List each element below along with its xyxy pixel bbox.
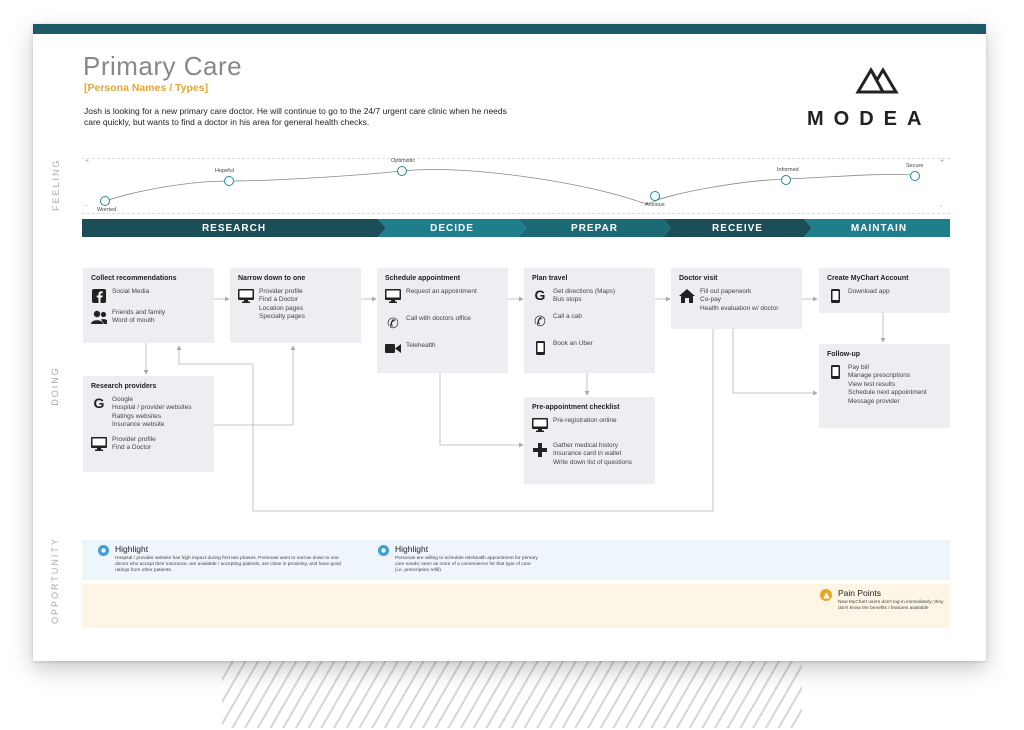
row-label-opportunity: OPPORTUNITY	[50, 537, 60, 624]
list-item	[91, 288, 206, 303]
feeling-point-informed	[781, 175, 791, 185]
item-line: Manage prescriptions	[848, 372, 911, 380]
list-item	[679, 288, 794, 313]
item-line: Google	[112, 396, 133, 403]
item-text: Book an Uber	[553, 339, 593, 347]
feeling-point-secure	[910, 171, 920, 181]
feeling-point-optimistic	[397, 166, 407, 176]
card-title: Pre-appointment checklist	[532, 404, 620, 411]
item-text: Pre-registration online	[553, 417, 617, 424]
top-accent-bar	[33, 24, 986, 34]
item-text: Call with doctors office	[406, 315, 471, 322]
card-title: Narrow down to one	[238, 275, 306, 282]
list-item	[385, 315, 500, 330]
feeling-label-hopeful: Hopeful	[215, 168, 234, 174]
list-item	[532, 442, 647, 467]
item-text	[112, 436, 156, 453]
modea-logo-icon	[855, 64, 899, 94]
item-line: Pay bill	[848, 364, 869, 371]
card-title: Research providers	[91, 383, 157, 390]
row-label-doing: DOING	[50, 366, 60, 406]
item-line: Find a Doctor	[259, 296, 299, 304]
feeling-label-optimistic: Optimistic	[391, 158, 416, 164]
highlight-1	[98, 544, 348, 575]
phase-receive: RECEIVE	[712, 222, 763, 234]
phase-decide: DECIDE	[430, 222, 474, 234]
card-title: Follow-up	[827, 351, 861, 358]
feeling-label-anxious: Anxious	[645, 202, 665, 208]
phase-research: RESEARCH	[201, 222, 267, 234]
mobile-icon	[536, 341, 545, 355]
people-icon	[91, 310, 107, 324]
feeling-label-secure: Secure	[906, 163, 924, 169]
highlight-title: Highlight	[115, 544, 149, 554]
decorative-stripes	[222, 660, 802, 728]
feeling-plus-left: +	[85, 158, 90, 165]
item-line: Co-pay	[700, 296, 721, 304]
list-item	[91, 309, 206, 326]
item-line: Bus stops	[553, 296, 582, 304]
opportunity-pain-points-row	[82, 584, 950, 628]
item-line: Insurance card in wallet	[553, 450, 622, 458]
item-line: Location pages	[259, 304, 304, 312]
item-line: Gather medical history	[553, 442, 619, 449]
pain-point	[820, 588, 948, 612]
highlight-text: Personas are willing to schedule telehealth appointment for primary care needs; seen as more of a convenience for that type of care (i.e. prescription refill).	[395, 556, 538, 574]
journey-map-sheet	[33, 24, 986, 661]
page-title: Primary Care	[83, 51, 243, 81]
feeling-curve	[105, 170, 915, 204]
list-item	[385, 288, 500, 303]
item-line: Fill out paperwork	[700, 288, 752, 295]
item-text	[553, 442, 632, 467]
monitor-icon	[385, 289, 401, 303]
card-title: Schedule appointment	[385, 275, 461, 282]
lightbulb-icon	[98, 545, 109, 556]
warning-icon	[820, 589, 832, 601]
card-schedule-appointment	[377, 268, 508, 373]
list-item	[827, 288, 942, 303]
item-line: Provider profile	[259, 288, 303, 295]
item-line: View test results	[848, 380, 896, 388]
monitor-icon	[238, 289, 254, 303]
item-text: Call a cab	[553, 312, 582, 320]
item-line: Hospital / provider websites	[112, 404, 192, 412]
card-plan-travel	[524, 268, 655, 373]
logo-text: MODEA	[807, 108, 932, 130]
card-create-mychart	[819, 268, 950, 313]
item-text: Request an appointment	[406, 288, 477, 295]
list-item	[238, 288, 353, 322]
item-text	[700, 288, 778, 313]
mobile-icon	[831, 365, 840, 379]
persona-subtitle: [Persona Names / Types]	[84, 82, 209, 94]
feeling-chart	[82, 158, 950, 214]
list-item	[532, 313, 647, 328]
item-line: Specialty pages	[259, 313, 305, 321]
card-title: Collect recommendations	[91, 275, 177, 282]
feeling-point-hopeful	[224, 176, 234, 186]
home-icon	[679, 289, 695, 303]
card-narrow-down	[230, 268, 361, 343]
card-pre-appointment-checklist	[524, 397, 655, 484]
video-icon	[385, 343, 401, 354]
item-line: Message provider	[848, 397, 900, 405]
card-research-providers	[83, 376, 214, 472]
list-item	[385, 342, 500, 354]
card-doctor-visit	[671, 268, 802, 329]
item-text	[848, 364, 927, 406]
item-text	[553, 288, 615, 305]
card-follow-up	[819, 344, 950, 428]
card-title: Doctor visit	[679, 275, 718, 282]
card-title: Create MyChart Account	[827, 275, 909, 282]
list-item	[91, 436, 206, 453]
list-item	[91, 396, 206, 430]
phone-icon: ✆	[387, 315, 399, 331]
feeling-point-anxious	[650, 191, 660, 201]
highlight-text: Hospital / provider website has high impact during first two phases. Personas want to narrow down to one doctor who accept their insurance, are available / accepting patients, are close in proximity, and have good ratings from other patients.	[115, 556, 342, 574]
item-text: Telehealth	[406, 342, 436, 349]
monitor-icon	[91, 437, 107, 451]
phase-prepare: PREPAR	[571, 222, 618, 234]
list-item	[532, 340, 647, 355]
feeling-label-informed: Informed	[777, 167, 799, 173]
monitor-icon	[532, 418, 548, 432]
item-line: Get directions (Maps)	[553, 288, 616, 295]
card-collect-recommendations	[83, 268, 214, 343]
item-text	[112, 396, 191, 430]
persona-description: Josh is looking for a new primary care doctor. He will continue to go to the 24/7 urgent care clinic when he needs care quickly, but wants to find a doctor in his area for general health checks.	[84, 106, 507, 128]
feeling-point-worried	[100, 196, 110, 206]
highlight-2	[378, 544, 538, 575]
card-title: Plan travel	[532, 275, 568, 282]
highlight-title: Highlight	[395, 544, 429, 554]
feeling-minus-right: -	[940, 203, 943, 210]
list-item	[827, 364, 942, 406]
facebook-icon	[92, 289, 106, 303]
mobile-icon	[831, 289, 840, 303]
google-icon: G	[534, 287, 546, 303]
item-line: Friends and family	[112, 309, 166, 316]
opportunity-highlights-row	[82, 540, 950, 580]
phase-bar	[82, 219, 950, 237]
google-icon: G	[93, 395, 105, 411]
phone-icon: ✆	[534, 312, 546, 329]
row-label-feeling: FEELING	[51, 158, 61, 211]
item-line: Provider profile	[112, 435, 156, 443]
item-text	[112, 309, 165, 326]
pain-point-text: New MyChart users don't log-in immediately; they don't know the benefits / features available	[838, 600, 944, 612]
item-line: Ratings websites	[112, 412, 162, 420]
medical-plus-icon	[533, 443, 547, 457]
pain-point-title: Pain Points	[838, 588, 881, 598]
item-text	[259, 288, 305, 322]
item-text: Social Media	[112, 288, 150, 295]
feeling-minus-left: -	[85, 203, 88, 210]
item-line: Write down list of questions	[553, 458, 632, 466]
feeling-label-worried: Worried	[97, 207, 117, 213]
item-text: Download app	[848, 288, 890, 295]
list-item	[532, 288, 647, 305]
feeling-plus-right: +	[940, 158, 945, 165]
lightbulb-icon	[378, 545, 389, 556]
item-line: Find a Doctor	[112, 444, 152, 452]
list-item	[532, 417, 647, 432]
item-line: Word of mouth	[112, 317, 155, 325]
item-line: Health evaluation w/ doctor	[700, 304, 779, 312]
phase-maintain: MAINTAIN	[850, 222, 908, 234]
item-line: Insurance website	[112, 421, 165, 429]
item-line: Schedule next appointment	[848, 389, 927, 397]
